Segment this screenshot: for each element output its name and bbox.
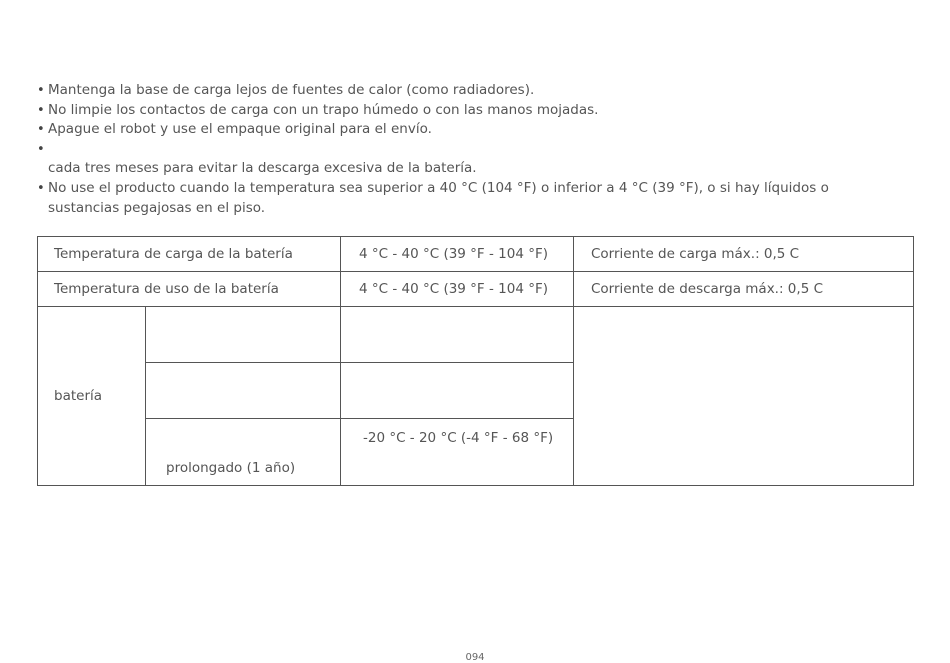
charge-temp-label: Temperatura de carga de la batería <box>38 237 341 272</box>
bullet-symbol: • <box>37 141 45 157</box>
use-temp-label: Temperatura de uso de la batería <box>38 272 341 307</box>
bullet-text: No limpie los contactos de carga con un trapo húmedo o con las manos mojadas. <box>48 101 599 118</box>
table-row <box>38 237 914 272</box>
storage-long-value: -20 °C - 20 °C (-4 °F - 68 °F) <box>341 419 574 486</box>
bullet-text: Apague el robot y use el empaque original para el envío. <box>48 121 432 138</box>
bullet-symbol: • <box>37 180 45 196</box>
bullet-item <box>37 101 917 121</box>
bullet-item <box>37 140 917 179</box>
storage-mid-label <box>146 363 341 419</box>
bullet-symbol: • <box>37 122 45 138</box>
bullet-symbol: • <box>37 102 45 118</box>
bullet-text: cada tres meses para evitar la descarga excesiva de la batería. <box>48 160 477 177</box>
table-row <box>38 307 914 363</box>
bullet-symbol: • <box>37 83 45 98</box>
page-number: 094 <box>465 652 485 663</box>
storage-short-label <box>146 307 341 363</box>
bullet-item <box>37 81 917 101</box>
bullet-item <box>37 120 917 140</box>
storage-long-label: prolongado (1 año) <box>146 419 341 486</box>
battery-spec-table <box>37 236 914 486</box>
charge-temp-value: 4 °C - 40 °C (39 °F - 104 °F) <box>341 237 574 272</box>
table-row <box>38 272 914 307</box>
bullet-list <box>37 81 917 218</box>
storage-note-cell <box>574 307 914 486</box>
bullet-text: No use el producto cuando la temperatura sea superior a 40 °C (104 °F) o inferior a 4 °C (39 °F), o si hay líquidos o sustancias pegajosas en el piso. <box>48 179 829 216</box>
use-temp-value: 4 °C - 40 °C (39 °F - 104 °F) <box>341 272 574 307</box>
storage-short-value <box>341 307 574 363</box>
bullet-item <box>37 179 917 218</box>
bullet-text: Mantenga la base de carga lejos de fuentes de calor (como radiadores). <box>48 82 535 98</box>
storage-mid-value <box>341 363 574 419</box>
storage-label: batería <box>38 307 146 486</box>
discharge-current: Corriente de descarga máx.: 0,5 C <box>574 272 914 307</box>
charge-current: Corriente de carga máx.: 0,5 C <box>574 237 914 272</box>
